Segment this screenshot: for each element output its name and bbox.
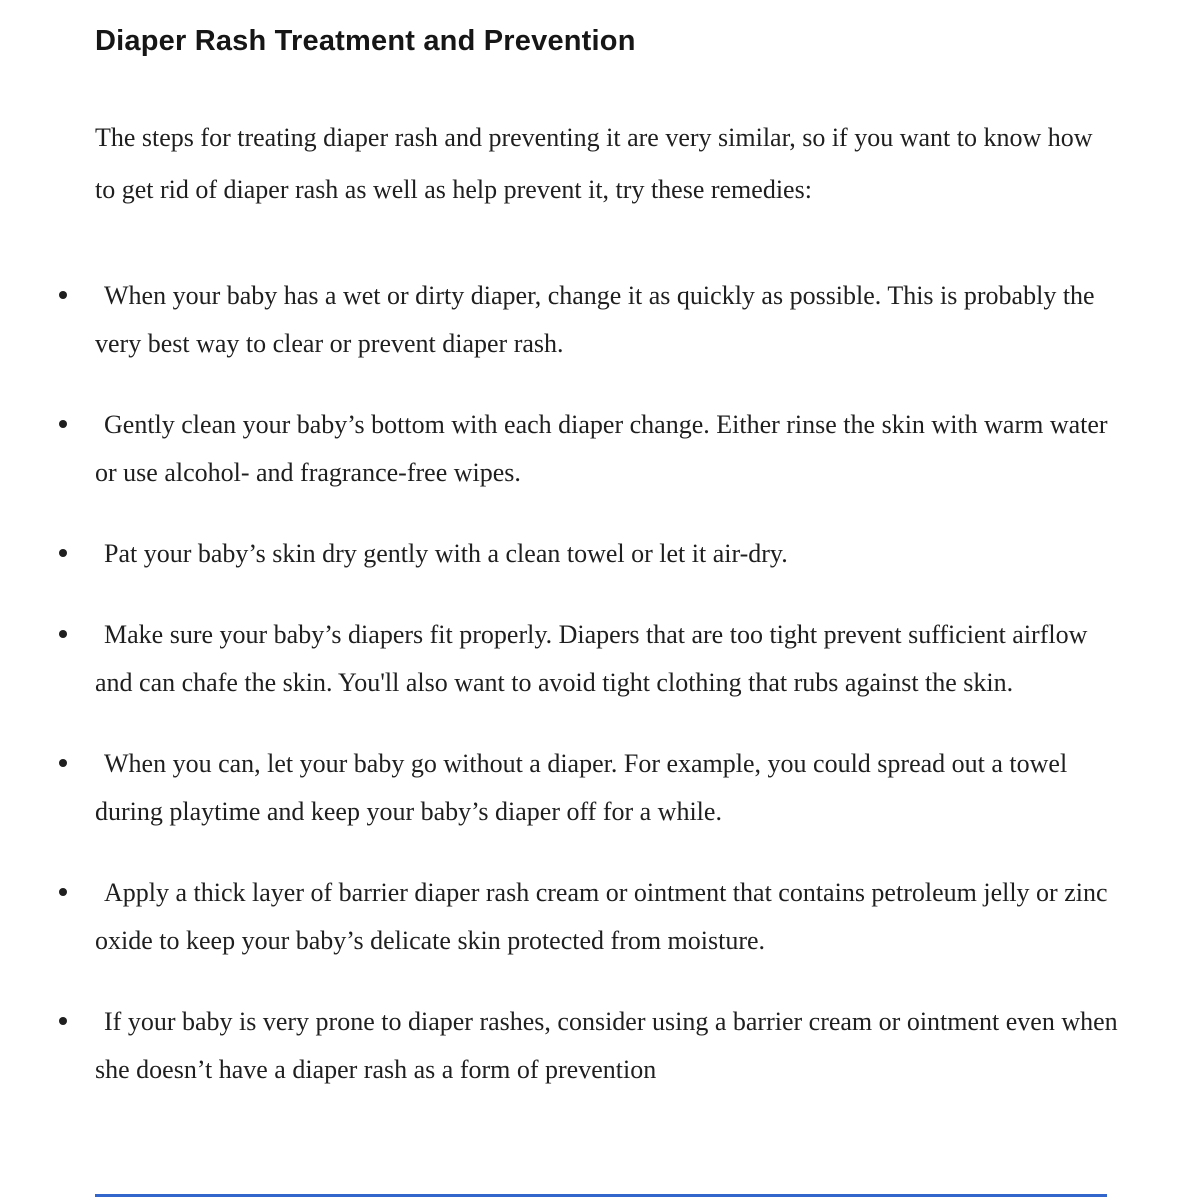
list-item <box>95 611 1125 707</box>
list-item <box>95 272 1125 368</box>
remedies-list <box>95 272 1125 1094</box>
list-item-text: When your baby has a wet or dirty diaper, change it as quickly as possible. This is probably the very best way to clear or prevent diaper rash. <box>95 281 1095 358</box>
bullet-icon <box>59 888 67 896</box>
list-item-text: If your baby is very prone to diaper rashes, consider using a barrier cream or ointment even when she doesn’t have a diaper rash as a form of prevention <box>95 1007 1118 1084</box>
list-item <box>95 740 1125 836</box>
list-item <box>95 998 1125 1094</box>
bullet-icon <box>59 420 67 428</box>
bullet-icon <box>59 1017 67 1025</box>
list-item-text: Pat your baby’s skin dry gently with a clean towel or let it air-dry. <box>104 539 788 568</box>
list-item <box>95 869 1125 965</box>
page-title: Diaper Rash Treatment and Prevention <box>95 25 636 57</box>
bottom-divider <box>95 1194 1107 1197</box>
intro-paragraph: The steps for treating diaper rash and preventing it are very similar, so if you want to know how to get rid of diaper rash as well as help prevent it, try these remedies: <box>95 123 1093 204</box>
list-item <box>95 530 1125 578</box>
list-item-text: Gently clean your baby’s bottom with each diaper change. Either rinse the skin with warm water or use alcohol- and fragrance-free wipes. <box>95 410 1108 487</box>
bullet-icon <box>59 291 67 299</box>
list-item <box>95 401 1125 497</box>
list-item-text: Make sure your baby’s diapers fit properly. Diapers that are too tight prevent sufficient airflow and can chafe the skin. You'll also want to avoid tight clothing that rubs against the skin. <box>95 620 1088 697</box>
bullet-icon <box>59 759 67 767</box>
bullet-icon <box>59 630 67 638</box>
list-item-text: Apply a thick layer of barrier diaper rash cream or ointment that contains petroleum jelly or zinc oxide to keep your baby’s delicate skin protected from moisture. <box>95 878 1108 955</box>
bullet-icon <box>59 549 67 557</box>
list-item-text: When you can, let your baby go without a diaper. For example, you could spread out a towel during playtime and keep your baby’s diaper off for a while. <box>95 749 1068 826</box>
